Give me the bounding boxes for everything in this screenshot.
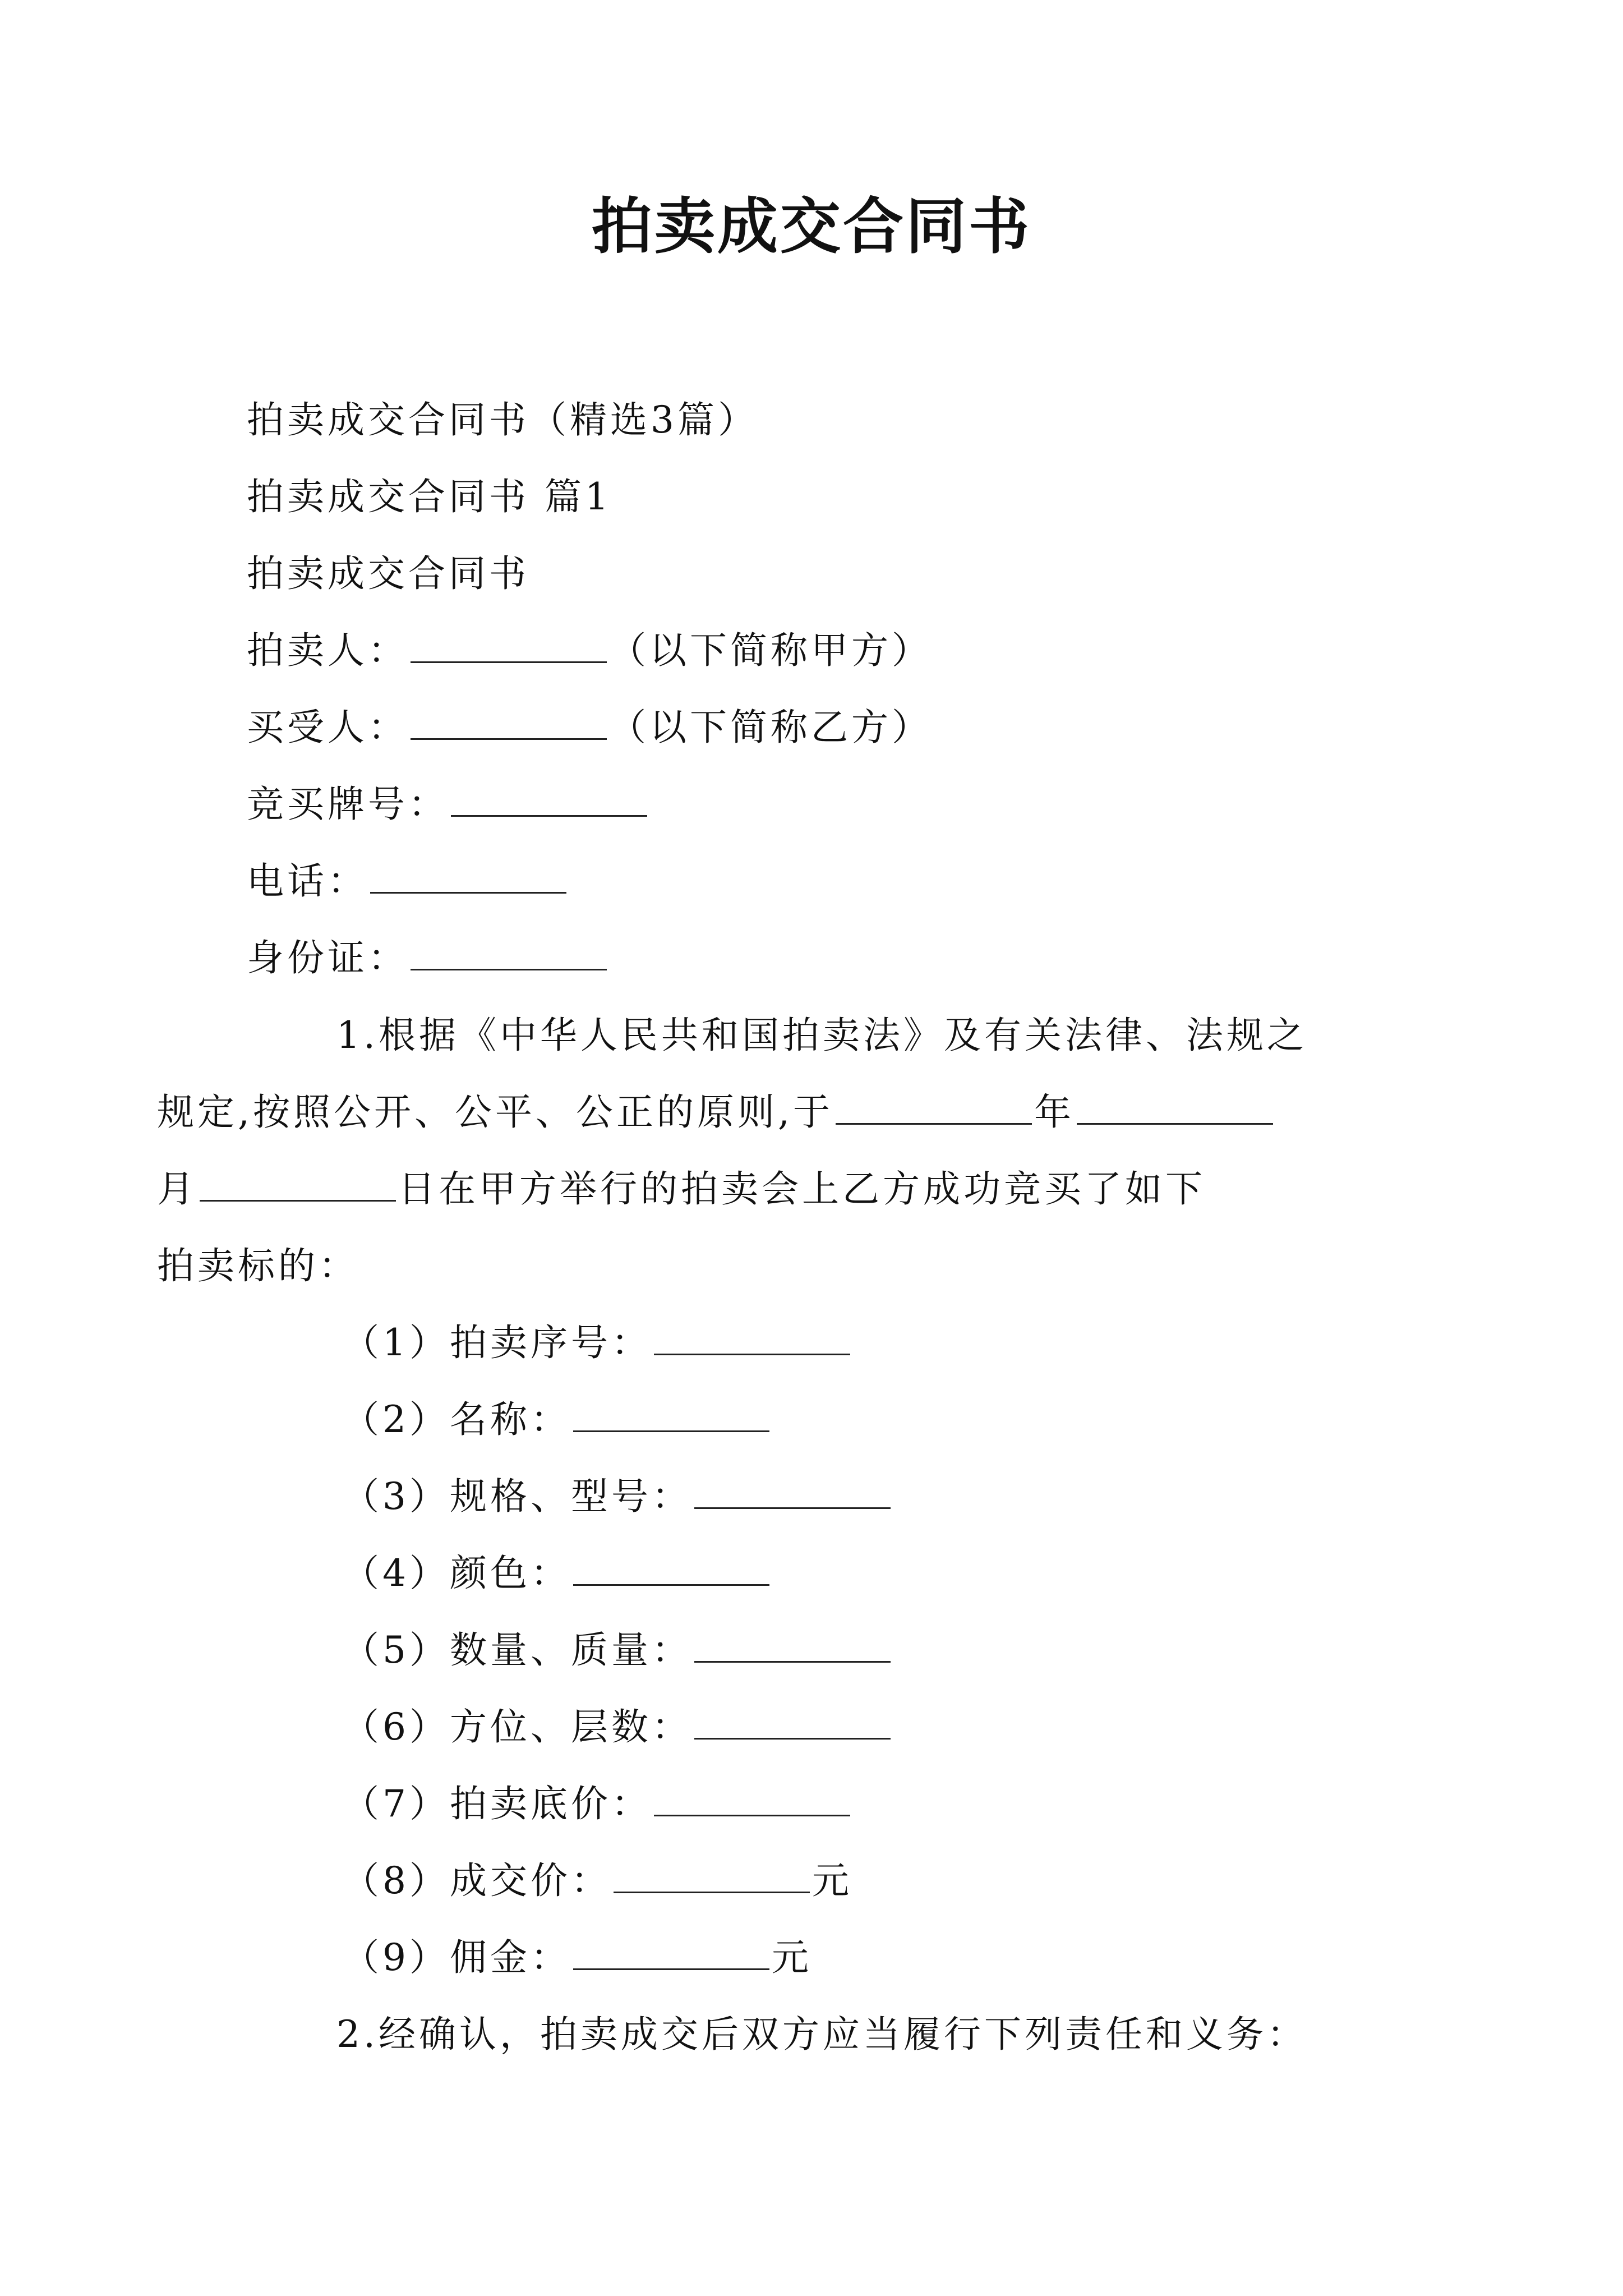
section-heading: 拍卖成交合同书 篇1 [247, 475, 612, 518]
item-line [342, 1458, 1352, 1535]
item-label: （2）名称： [342, 1398, 571, 1441]
year-blank [836, 1089, 1032, 1125]
buyer-label: 买受人： [247, 706, 408, 749]
clause1-line3 [157, 1151, 1385, 1227]
day-blank [200, 1166, 396, 1202]
item-line [342, 1842, 1352, 1919]
month-label: 月 [157, 1167, 197, 1211]
item-suffix: 元 [772, 1936, 812, 1979]
year-label: 年 [1034, 1091, 1075, 1134]
document-body [247, 381, 1385, 996]
item-line [342, 1919, 1352, 1996]
buyer-line [247, 689, 1385, 766]
item-line [342, 1381, 1352, 1458]
auctioneer-suffix: （以下简称甲方） [609, 629, 932, 672]
clause1-line2 [157, 1074, 1385, 1151]
item-blank [694, 1474, 891, 1509]
item-blank [654, 1320, 850, 1355]
buyer-blank [411, 705, 607, 740]
item-label: （3）规格、型号： [342, 1475, 692, 1518]
clause1-line3-text: 日在甲方举行的拍卖会上乙方成功竞买了如下 [398, 1167, 1206, 1211]
paddle-line [247, 766, 1385, 843]
contract-name: 拍卖成交合同书 [247, 552, 529, 595]
buyer-suffix: （以下简称乙方） [609, 706, 932, 749]
item-line [342, 1612, 1352, 1688]
phone-line [247, 843, 1385, 919]
item-blank [573, 1935, 769, 1970]
item-label: （6）方位、层数： [342, 1705, 692, 1749]
item-line [342, 1535, 1352, 1612]
clause1-line1: 1.根据《中华人民共和国拍卖法》及有关法律、法规之 [336, 1014, 1307, 1057]
item-label: （4）颜色： [342, 1552, 571, 1595]
clause2-text: 2.经确认，拍卖成交后双方应当履行下列责任和义务： [336, 2013, 1307, 2056]
item-label: （7）拍卖底价： [342, 1782, 652, 1825]
id-line [247, 919, 1385, 996]
item-blank [694, 1704, 891, 1740]
phone-blank [370, 858, 566, 894]
item-suffix: 元 [812, 1859, 852, 1902]
item-line [342, 1304, 1352, 1381]
paddle-blank [451, 781, 647, 817]
item-line [342, 1765, 1352, 1842]
clause1-line2-text: 规定,按照公开、公平、公正的原则,于 [157, 1091, 833, 1134]
auctioneer-line [247, 612, 1385, 689]
item-label: （8）成交价： [342, 1859, 611, 1902]
item-blank [694, 1627, 891, 1663]
item-blank [654, 1781, 850, 1816]
item-line [342, 1688, 1352, 1765]
clause1-line4: 拍卖标的： [157, 1244, 359, 1287]
clause1-block [157, 997, 1385, 1304]
item-blank [573, 1550, 769, 1586]
item-label: （9）佣金： [342, 1936, 571, 1979]
phone-label: 电话： [247, 859, 368, 903]
id-blank [411, 935, 607, 970]
paddle-label: 竞买牌号： [247, 783, 449, 826]
subtitle: 拍卖成交合同书（精选3篇） [247, 398, 758, 441]
auctioneer-blank [411, 628, 607, 663]
month-blank-top [1077, 1089, 1273, 1125]
clause2-block [336, 1996, 1402, 2073]
item-label: （5）数量、质量： [342, 1628, 692, 1672]
items-list [342, 1304, 1352, 1996]
document-title: 拍卖成交合同书 [591, 192, 1031, 262]
item-blank [573, 1397, 769, 1432]
auctioneer-label: 拍卖人： [247, 629, 408, 672]
item-blank [614, 1858, 810, 1893]
id-label: 身份证： [247, 936, 408, 979]
item-label: （1）拍卖序号： [342, 1321, 652, 1364]
